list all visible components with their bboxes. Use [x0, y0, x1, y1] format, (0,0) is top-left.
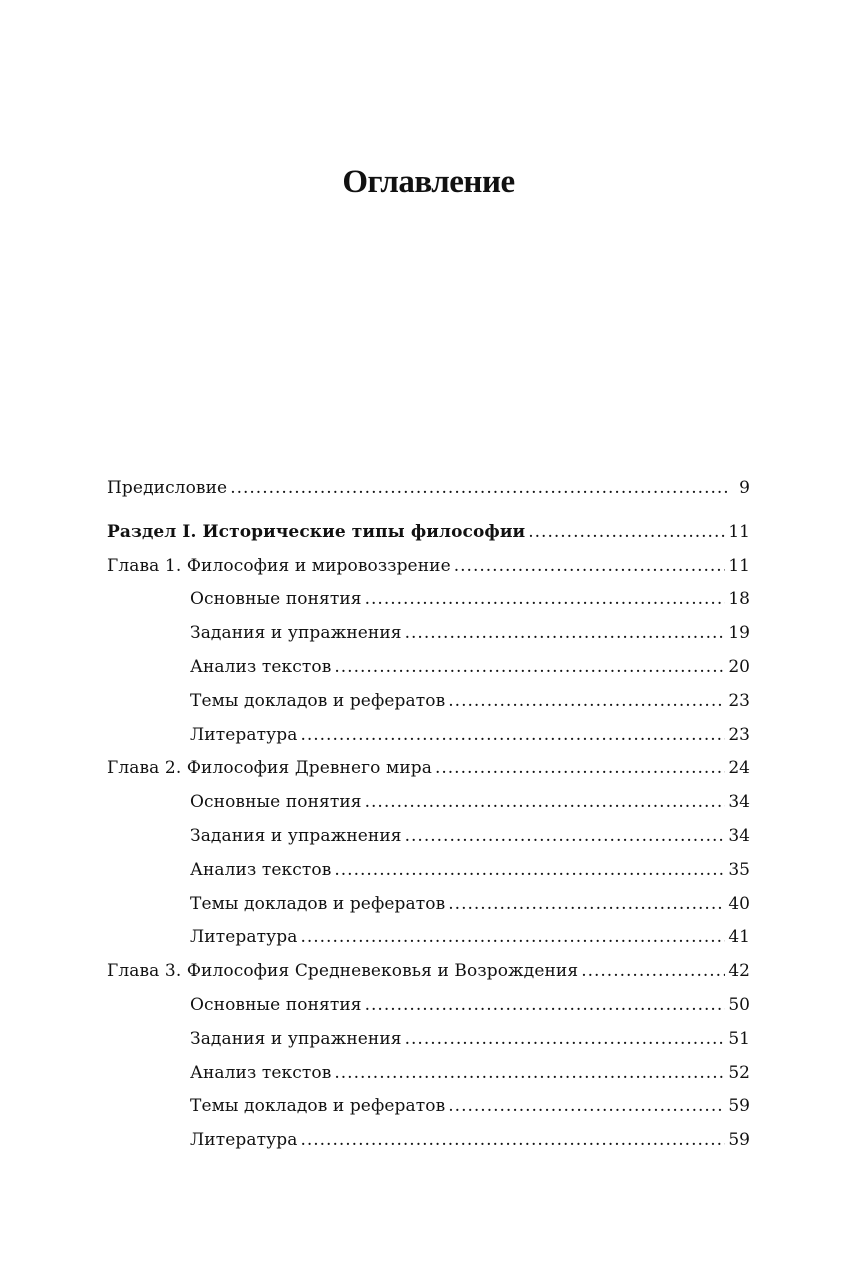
page-title: Оглавление — [342, 164, 515, 201]
toc-page-number: 11 — [728, 555, 750, 576]
toc-page-number: 9 — [739, 478, 750, 498]
toc-page-number: 34 — [728, 792, 750, 813]
dot-leader — [300, 1124, 725, 1158]
toc-entry-label: Литература — [190, 724, 298, 745]
dot-leader — [448, 1090, 725, 1124]
toc-page-number: 41 — [728, 927, 750, 948]
toc-entry-label: Задания и упражнения — [190, 825, 402, 846]
toc-page-number: 34 — [728, 825, 750, 846]
toc-entry-label: Анализ текстов — [190, 1062, 332, 1083]
dot-leader — [300, 719, 725, 753]
toc-entry-subsection[interactable] — [107, 719, 750, 753]
toc-entry-subsection[interactable] — [107, 786, 750, 820]
toc-entry-label: Основные понятия — [190, 792, 362, 813]
dot-leader — [581, 955, 725, 989]
toc-page-number: 23 — [728, 724, 750, 745]
toc-entry-label: Темы докладов и рефератов — [190, 893, 446, 914]
toc-entry-label: Предисловие — [107, 478, 228, 498]
dot-leader — [528, 516, 725, 550]
toc-entry-label: Литература — [190, 1130, 298, 1151]
toc-page-number: 52 — [728, 1062, 750, 1083]
toc-entry-subsection[interactable] — [107, 583, 750, 617]
toc-page-number: 19 — [728, 623, 750, 644]
toc-entry-subsection[interactable] — [107, 617, 750, 651]
toc-entry-label: Основные понятия — [190, 589, 362, 610]
toc-entry-label: Глава 2. Философия Древнего мира — [107, 758, 432, 779]
toc-entry-subsection[interactable] — [107, 989, 750, 1023]
toc-entry-label: Анализ текстов — [190, 859, 332, 880]
toc-entry-subsection[interactable] — [107, 1023, 750, 1057]
dot-leader — [448, 685, 725, 719]
dot-leader — [230, 472, 727, 506]
dot-leader — [334, 1057, 725, 1091]
toc-entry-label: Темы докладов и рефератов — [190, 1096, 446, 1117]
toc-entry-subsection[interactable] — [107, 1090, 750, 1124]
table-of-contents — [107, 472, 750, 1158]
toc-entry-subsection[interactable] — [107, 888, 750, 922]
dot-leader — [334, 651, 725, 685]
toc-entry-chapter-1[interactable] — [107, 550, 750, 584]
toc-entry-subsection[interactable] — [107, 921, 750, 955]
toc-page-number: 51 — [728, 1028, 750, 1049]
toc-page-number: 20 — [728, 656, 750, 677]
toc-page-number: 59 — [728, 1130, 750, 1151]
dot-leader — [405, 617, 726, 651]
toc-entry-label: Литература — [190, 927, 298, 948]
toc-entry-label: Глава 1. Философия и мировоззрение — [107, 555, 451, 576]
dot-leader — [405, 1023, 726, 1057]
toc-entry-label: Темы докладов и рефератов — [190, 690, 446, 711]
toc-entry-chapter-3[interactable] — [107, 955, 750, 989]
toc-entry-label: Раздел I. Исторические типы философии — [107, 521, 526, 542]
toc-entry-label: Задания и упражнения — [190, 1028, 402, 1049]
toc-entry-label: Основные понятия — [190, 994, 362, 1015]
toc-entry-section-1[interactable] — [107, 516, 750, 550]
toc-page-number: 18 — [728, 589, 750, 610]
dot-leader — [405, 820, 726, 854]
toc-page-number: 40 — [728, 893, 750, 914]
toc-page-number: 59 — [728, 1096, 750, 1117]
toc-entry-subsection[interactable] — [107, 820, 750, 854]
dot-leader — [448, 888, 725, 922]
toc-page-number: 24 — [728, 758, 750, 779]
toc-entry-preface[interactable] — [107, 472, 750, 506]
dot-leader — [365, 786, 726, 820]
dot-leader — [454, 550, 726, 584]
toc-entry-subsection[interactable] — [107, 1124, 750, 1158]
dot-leader — [365, 989, 726, 1023]
toc-entry-label: Глава 3. Философия Средневековья и Возрождения — [107, 961, 579, 982]
toc-page-number: 35 — [728, 859, 750, 880]
toc-page-number: 42 — [728, 961, 750, 982]
toc-entry-subsection[interactable] — [107, 685, 750, 719]
toc-page-number: 23 — [728, 690, 750, 711]
toc-entry-subsection[interactable] — [107, 651, 750, 685]
toc-entry-subsection[interactable] — [107, 1057, 750, 1091]
toc-entry-subsection[interactable] — [107, 854, 750, 888]
dot-leader — [435, 752, 725, 786]
toc-page-number: 11 — [728, 521, 750, 542]
dot-leader — [300, 921, 725, 955]
toc-page-number: 50 — [728, 994, 750, 1015]
dot-leader — [365, 583, 726, 617]
toc-entry-chapter-2[interactable] — [107, 752, 750, 786]
toc-entry-label: Задания и упражнения — [190, 623, 402, 644]
dot-leader — [334, 854, 725, 888]
toc-entry-label: Анализ текстов — [190, 656, 332, 677]
